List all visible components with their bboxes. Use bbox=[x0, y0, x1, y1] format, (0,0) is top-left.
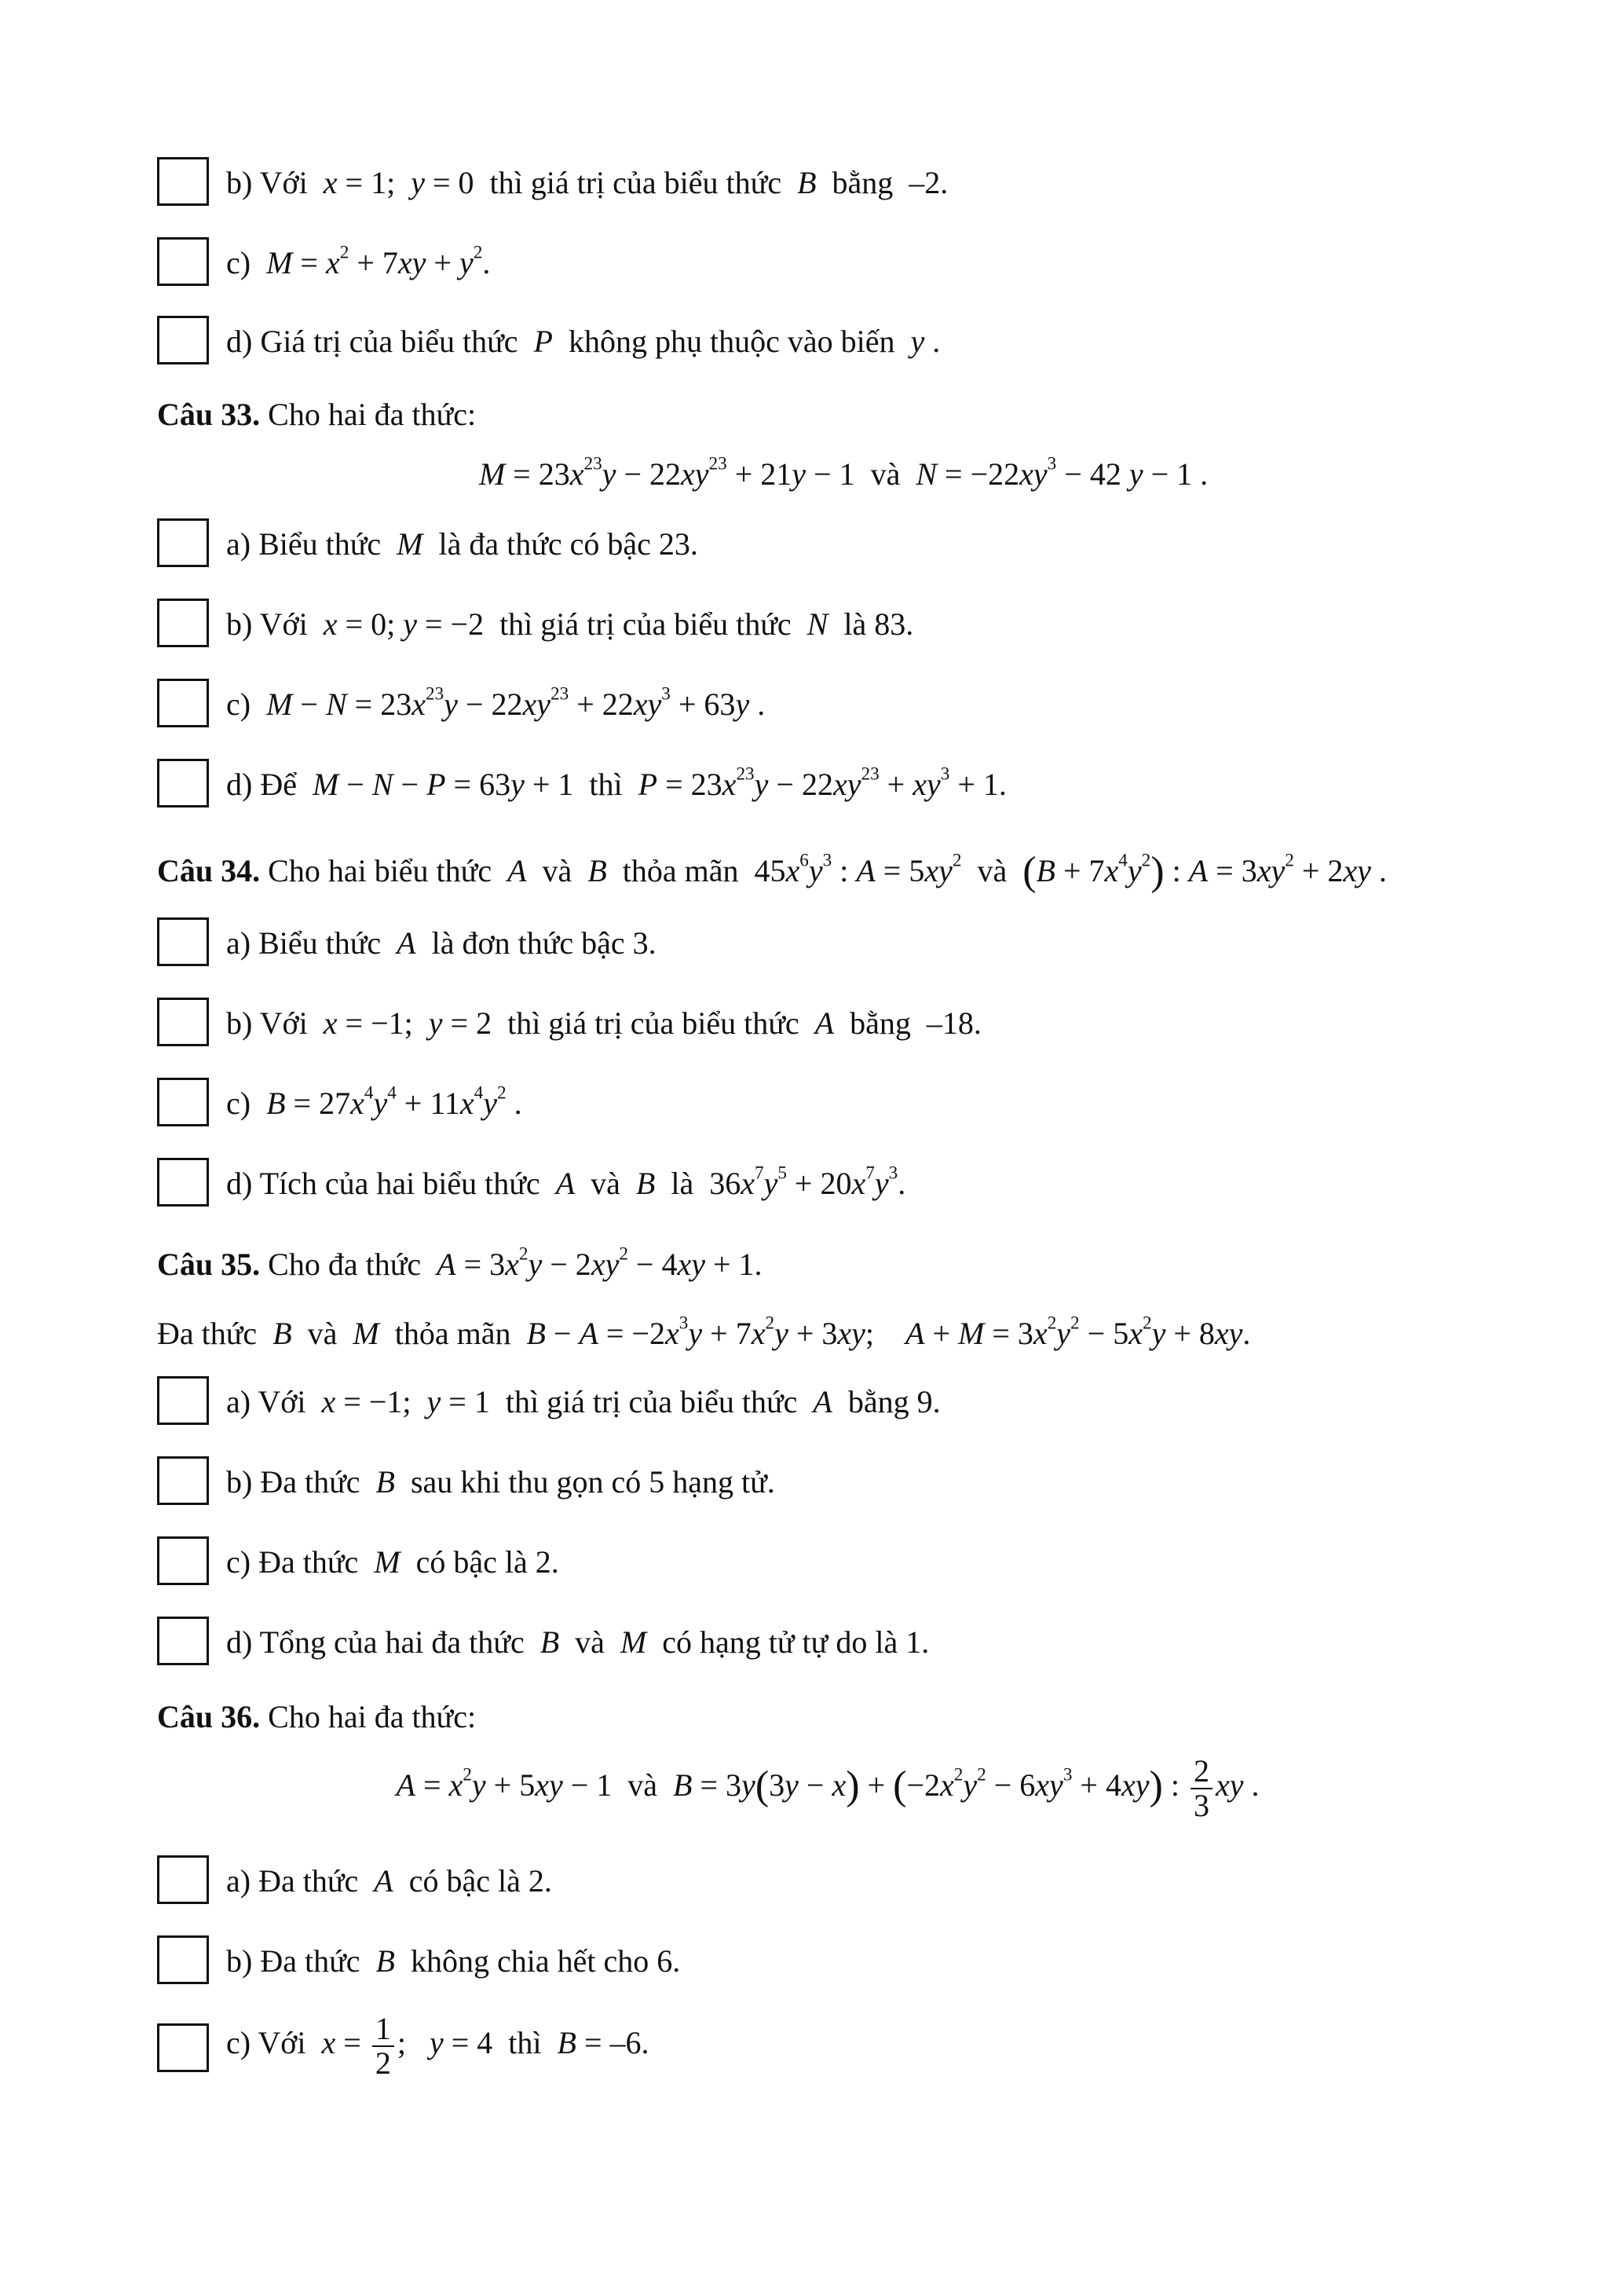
q33-heading bbox=[157, 399, 476, 430]
answer-checkbox[interactable] bbox=[157, 1935, 209, 1984]
answer-checkbox[interactable] bbox=[157, 2023, 209, 2072]
option-text: a) Đa thức A có bậc là 2. bbox=[226, 1863, 552, 1899]
answer-checkbox[interactable] bbox=[157, 599, 209, 647]
option-text: b) Với x = 0; y = −2 thì giá trị của biểu thức N là 83. bbox=[226, 606, 914, 642]
option-text: c) Với x = $\frac{1}{2}$ ; y = 4 thì B = –6. bbox=[226, 2011, 649, 2081]
answer-checkbox[interactable] bbox=[157, 1158, 209, 1207]
question-label: Câu 33. bbox=[157, 397, 261, 432]
question-intro: Cho hai biểu thức A và B thỏa mãn $45x^6y^3$ : $A = 5xy^2$ và $(B + 7x^4y^2)$ : $A = 3xy^2 + 2xy$ . bbox=[268, 849, 1387, 894]
option-text: c) Đa thức M có bậc là 2. bbox=[226, 1544, 559, 1580]
answer-checkbox[interactable] bbox=[157, 518, 209, 567]
answer-checkbox[interactable] bbox=[157, 1536, 209, 1585]
option-text: d) Tích của hai biểu thức A và B là $36x^7y^5 + 20x^7y^3$. bbox=[226, 1163, 906, 1201]
answer-checkbox[interactable] bbox=[157, 759, 209, 807]
option-text: a) Biểu thức M là đa thức có bậc 23. bbox=[226, 526, 698, 562]
question-intro: Cho hai đa thức: bbox=[268, 1699, 477, 1734]
fraction-two-thirds: $\frac{2}{3}$ bbox=[1191, 1755, 1213, 1822]
option-text: b) Đa thức B không chia hết cho 6. bbox=[226, 1943, 681, 1979]
q36-formula: $A = x^2y + 5xy - 1$ và $B = 3y(3y - x) + (-2x^2y^2 - 6xy^3 + 4xy)$ : $\frac{2}{3}$ xy . bbox=[396, 1753, 1260, 1823]
answer-checkbox[interactable] bbox=[157, 1376, 209, 1425]
answer-checkbox[interactable] bbox=[157, 1078, 209, 1126]
option-text: d) Giá trị của biểu thức P không phụ thuộc vào biến y . bbox=[226, 324, 941, 359]
question-label: Câu 34. bbox=[157, 852, 261, 888]
option-text: b) Đa thức B sau khi thu gọn có 5 hạng tử. bbox=[226, 1464, 775, 1500]
q36-heading bbox=[157, 1701, 476, 1733]
option-text: a) Với x = −1; y = 1 thì giá trị của biểu thức A bằng 9. bbox=[226, 1384, 941, 1419]
q34-heading bbox=[157, 851, 1387, 892]
answer-checkbox[interactable] bbox=[157, 1617, 209, 1665]
q33-formula: $M = 23x^{23}y - 22xy^{23} + 21y - 1$ và $N = -22xy^3 - 42$ y − 1 . bbox=[478, 453, 1209, 492]
q35-condition: Đa thức B và M thỏa mãn $B - A = -2x^3y + 7x^2y + 3xy$; $A + M = 3x^2y^2 - 5x^2y + 8xy$. bbox=[157, 1313, 1251, 1351]
question-intro: Cho hai đa thức: bbox=[268, 397, 477, 432]
option-text: a) Biểu thức A là đơn thức bậc 3. bbox=[226, 925, 657, 961]
fraction-one-half: $\frac{1}{2}$ bbox=[372, 2012, 394, 2080]
answer-checkbox[interactable] bbox=[157, 1855, 209, 1904]
question-label: Câu 36. bbox=[157, 1699, 261, 1734]
question-intro: Cho đa thức $A = 3x^2y - 2xy^2 - 4xy + 1$. bbox=[268, 1243, 763, 1282]
answer-checkbox[interactable] bbox=[157, 157, 209, 206]
option-text: c) $M - N = 23x^{23}y - 22xy^{23} + 22xy^3 + 63y$ . bbox=[226, 683, 766, 722]
question-label: Câu 35. bbox=[157, 1247, 261, 1282]
option-text: b) Với x = 1; y = 0 thì giá trị của biểu thức B bằng –2. bbox=[226, 165, 949, 200]
answer-checkbox[interactable] bbox=[157, 1456, 209, 1505]
option-text: c) $B = 27x^4y^4 + 11x^4y^2$ . bbox=[226, 1082, 522, 1121]
q35-heading bbox=[157, 1243, 763, 1282]
option-text: d) Tổng của hai đa thức B và M có hạng tử tự do là 1. bbox=[226, 1624, 930, 1660]
answer-checkbox[interactable] bbox=[157, 237, 209, 286]
answer-checkbox[interactable] bbox=[157, 316, 209, 364]
answer-checkbox[interactable] bbox=[157, 998, 209, 1046]
answer-checkbox[interactable] bbox=[157, 679, 209, 727]
option-text: c) $M = x^2 + 7xy + y^2$. bbox=[226, 242, 491, 280]
option-text: d) Để M − N − P = 63y + 1 thì $P = 23x^{23}y - 22xy^{23} + xy^3 + 1$. bbox=[226, 764, 1007, 802]
answer-checkbox[interactable] bbox=[157, 917, 209, 966]
option-text: b) Với x = −1; y = 2 thì giá trị của biểu thức A bằng –18. bbox=[226, 1005, 982, 1041]
